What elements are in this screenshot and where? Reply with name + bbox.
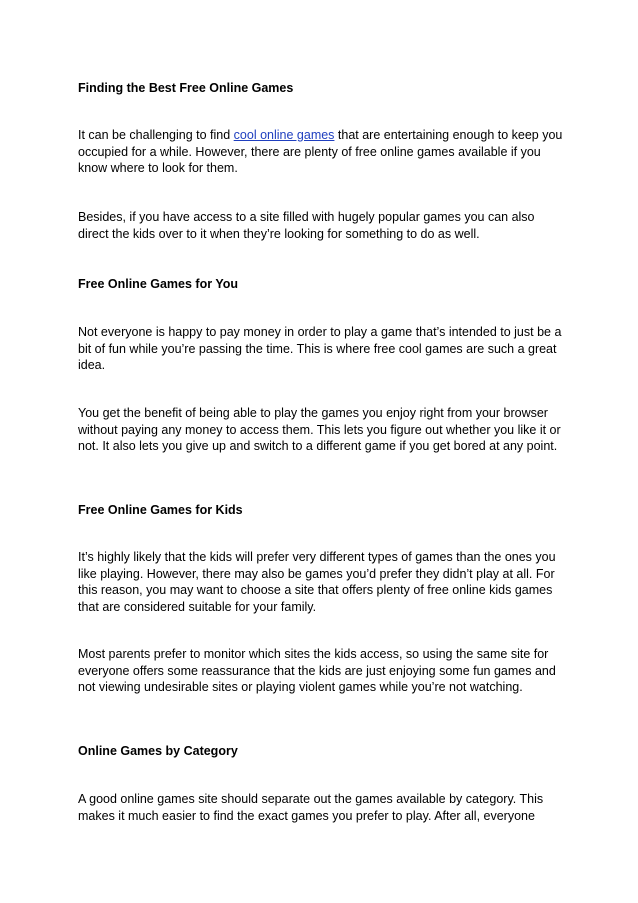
paragraph-besides: Besides, if you have access to a site filled with hugely popular games you can also direct the kids over to it when they’re looking for something to do as well.: [78, 210, 535, 241]
cool-online-games-link[interactable]: cool online games: [233, 128, 335, 142]
paragraph-not-everyone: Not everyone is happy to pay money in order to play a game that’s intended to just be a bit of fun while you’re passing the time. This is where free cool games are such a great idea.: [78, 325, 562, 373]
heading-free-online-games-for-kids: Free Online Games for Kids: [78, 503, 243, 517]
document-title: Finding the Best Free Online Games: [78, 81, 294, 95]
intro-text-after-link: that are entertaining enough to keep you occupied for a while. However, there are plenty of free online games available if you know where to look for them.: [78, 128, 563, 176]
intro-paragraph: [78, 127, 564, 177]
intro-text-before-link: It can be challenging to find: [78, 128, 234, 142]
heading-free-online-games-for-you: Free Online Games for You: [78, 277, 238, 291]
paragraph-parents-monitor: Most parents prefer to monitor which sites the kids access, so using the same site for everyone offers some reassurance that the kids are just enjoying some fun games and not viewing undesirable sites or playing violent games while you’re not watching.: [78, 647, 556, 695]
paragraph-benefit: You get the benefit of being able to play the games you enjoy right from your browser without paying any money to access them. This lets you figure out whether you like it or not. It also lets you give up and switch to a different game if you get bored at any point.: [78, 406, 561, 454]
heading-online-games-by-category: Online Games by Category: [78, 744, 238, 758]
paragraph-good-site: A good online games site should separate out the games available by category. This makes it much easier to find the exact games you prefer to play. After all, everyone: [78, 792, 544, 823]
paragraph-kids-prefer: It’s highly likely that the kids will prefer very different types of games than the ones you like playing. However, there may also be games you’d prefer they didn’t play at all. For this reason, you may want to choose a site that offers plenty of free online kids games that are considered suitable for your family.: [78, 550, 556, 614]
